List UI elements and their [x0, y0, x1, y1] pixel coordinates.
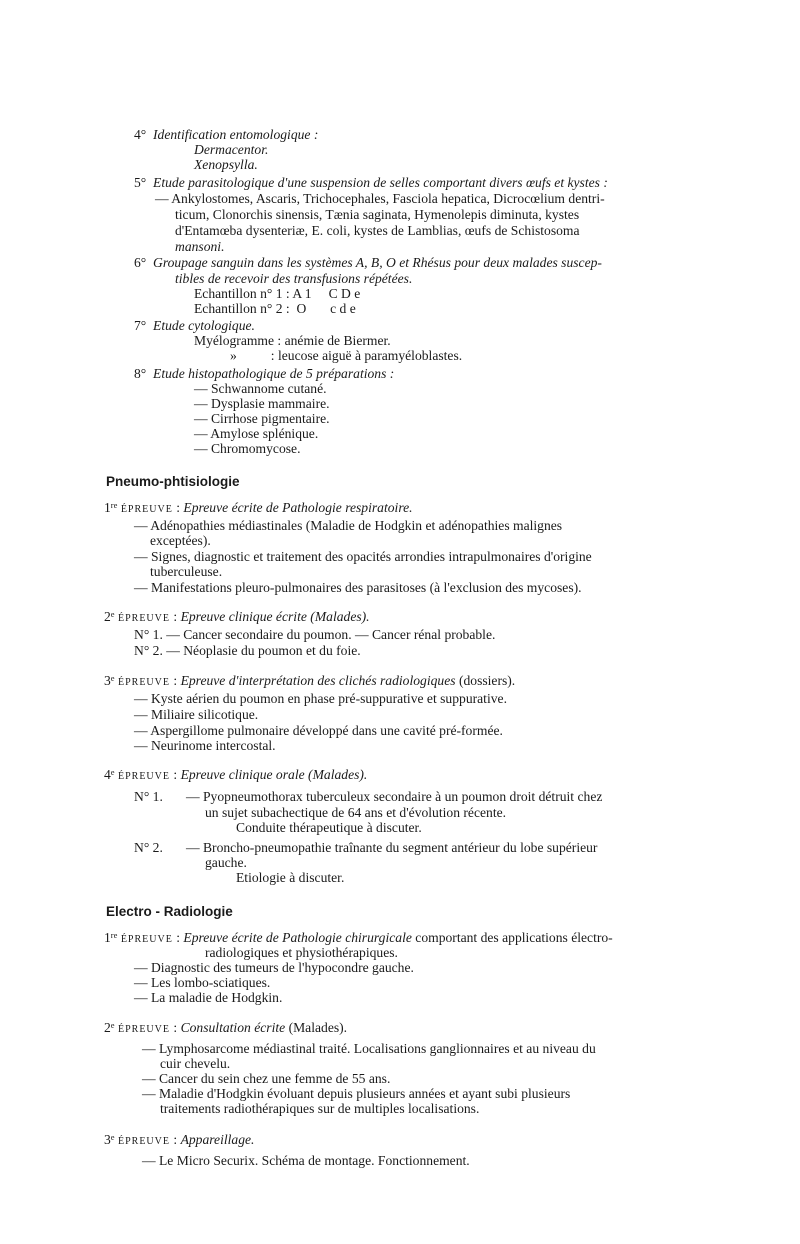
pneumo-ep3-line: — Neurinome intercostal.: [134, 738, 276, 753]
item-5-title: 5° Etude parasitologique d'une suspension de selles comportant divers œufs et kystes :: [134, 175, 608, 190]
radio-ep1-line: — La maladie de Hodgkin.: [134, 990, 283, 1005]
pneumo-ep2-title: 2e ÉPREUVE : Epreuve clinique écrite (Malades).: [104, 609, 370, 624]
pneumo-ep4-line: gauche.: [205, 855, 247, 870]
radio-ep1-title: 1re ÉPREUVE : Epreuve écrite de Pathologie chirurgicale comportant des applications électro-: [104, 930, 613, 945]
item-5-line: ticum, Clonorchis sinensis, Tænia saginata, Hymenolepis diminuta, kystes: [175, 207, 580, 222]
item-7-title: 7° Etude cytologique.: [134, 318, 255, 333]
pneumo-ep3-line: — Aspergillome pulmonaire développé dans une cavité pré-formée.: [134, 723, 503, 738]
item-5-line: mansoni.: [175, 239, 225, 254]
pneumo-ep4-line: — Pyopneumothorax tuberculeux secondaire à un poumon droit détruit chez: [186, 789, 603, 804]
section-heading-pneumo: Pneumo-phtisiologie: [106, 474, 240, 489]
radio-ep3-title: 3e ÉPREUVE : Appareillage.: [104, 1132, 255, 1147]
pneumo-ep1-title: 1re ÉPREUVE : Epreuve écrite de Pathologie respiratoire.: [104, 500, 413, 515]
radio-ep2-line: — Cancer du sein chez une femme de 55 ans.: [142, 1071, 391, 1086]
item-4-title: 4° Identification entomologique :: [134, 127, 319, 142]
pneumo-ep4-line: un sujet subachectique de 64 ans et d'évolution récente.: [205, 805, 507, 820]
pneumo-ep1-line: tuberculeuse.: [150, 564, 223, 579]
pneumo-ep4-line: — Broncho-pneumopathie traînante du segment antérieur du lobe supérieur: [186, 840, 598, 855]
pneumo-ep4-line: Etiologie à discuter.: [236, 870, 345, 885]
pneumo-ep1-line: — Signes, diagnostic et traitement des opacités arrondies intrapulmonaires d'origine: [134, 549, 592, 564]
pneumo-ep1-line: exceptées).: [150, 533, 211, 548]
pneumo-ep1-line: — Adénopathies médiastinales (Maladie de Hodgkin et adénopathies malignes: [134, 518, 563, 533]
item-5-line: d'Entamœba dysenteriæ, E. coli, kystes de Lamblias, œufs de Schistosoma: [175, 223, 580, 238]
pneumo-ep4-line: Conduite thérapeutique à discuter.: [236, 820, 422, 835]
item-8-line: — Amylose splénique.: [194, 426, 319, 441]
pneumo-ep4-n2: N° 2.: [134, 840, 163, 855]
radio-ep2-line: traitements radiothérapiques sur de multiples localisations.: [160, 1101, 480, 1116]
pneumo-ep2-line: N° 1. — Cancer secondaire du poumon. — Cancer rénal probable.: [134, 627, 496, 642]
item-8-line: — Schwannome cutané.: [194, 381, 327, 396]
item-6-sample-2: Echantillon n° 2 : O c d e: [194, 301, 356, 316]
item-6-title: 6° Groupage sanguin dans les systèmes A, B, O et Rhésus pour deux malades suscep-: [134, 255, 602, 270]
radio-ep2-line: — Lymphosarcome médiastinal traité. Localisations ganglionnaires et au niveau du: [142, 1041, 596, 1056]
pneumo-ep1-line: — Manifestations pleuro-pulmonaires des parasitoses (à l'exclusion des mycoses).: [134, 580, 582, 595]
item-6-sample-1: Echantillon n° 1 : A 1 C D e: [194, 286, 361, 301]
radio-ep1-line: — Les lombo-sciatiques.: [134, 975, 271, 990]
radio-ep3-line: — Le Micro Securix. Schéma de montage. Fonctionnement.: [142, 1153, 470, 1168]
pneumo-ep3-line: — Kyste aérien du poumon en phase pré-suppurative et suppurative.: [134, 691, 507, 706]
item-8-line: — Chromomycose.: [194, 441, 301, 456]
item-6-title-cont: tibles de recevoir des transfusions répétées.: [175, 271, 413, 286]
item-7-line: Myélogramme : anémie de Biermer.: [194, 333, 391, 348]
radio-ep2-title: 2e ÉPREUVE : Consultation écrite (Malades).: [104, 1020, 348, 1035]
pneumo-ep3-line: — Miliaire silicotique.: [134, 707, 259, 722]
pneumo-ep4-title: 4e ÉPREUVE : Epreuve clinique orale (Malades).: [104, 767, 368, 782]
item-8-line: — Cirrhose pigmentaire.: [194, 411, 330, 426]
item-4-line: Dermacentor.: [194, 142, 269, 157]
radio-ep2-line: — Maladie d'Hodgkin évoluant depuis plusieurs années et ayant subi plusieurs: [142, 1086, 571, 1101]
pneumo-ep3-title: 3e ÉPREUVE : Epreuve d'interprétation des clichés radiologiques (dossiers).: [104, 673, 516, 688]
item-8-title: 8° Etude histopathologique de 5 préparations :: [134, 366, 395, 381]
item-8-line: — Dysplasie mammaire.: [194, 396, 330, 411]
radio-ep1-line: — Diagnostic des tumeurs de l'hypocondre gauche.: [134, 960, 414, 975]
radio-ep2-line: cuir chevelu.: [160, 1056, 231, 1071]
item-4-line: Xenopsylla.: [194, 157, 258, 172]
item-7-line: » : leucose aiguë à paramyéloblastes.: [230, 348, 463, 363]
radio-ep1-line: radiologiques et physiothérapiques.: [205, 945, 398, 960]
section-heading-radio: Electro - Radiologie: [106, 904, 233, 919]
item-5-line: — Ankylostomes, Ascaris, Trichocephales, Fasciola hepatica, Dicrocœlium dentri-: [155, 191, 605, 206]
pneumo-ep2-line: N° 2. — Néoplasie du poumon et du foie.: [134, 643, 361, 658]
pneumo-ep4-n1: N° 1.: [134, 789, 163, 804]
